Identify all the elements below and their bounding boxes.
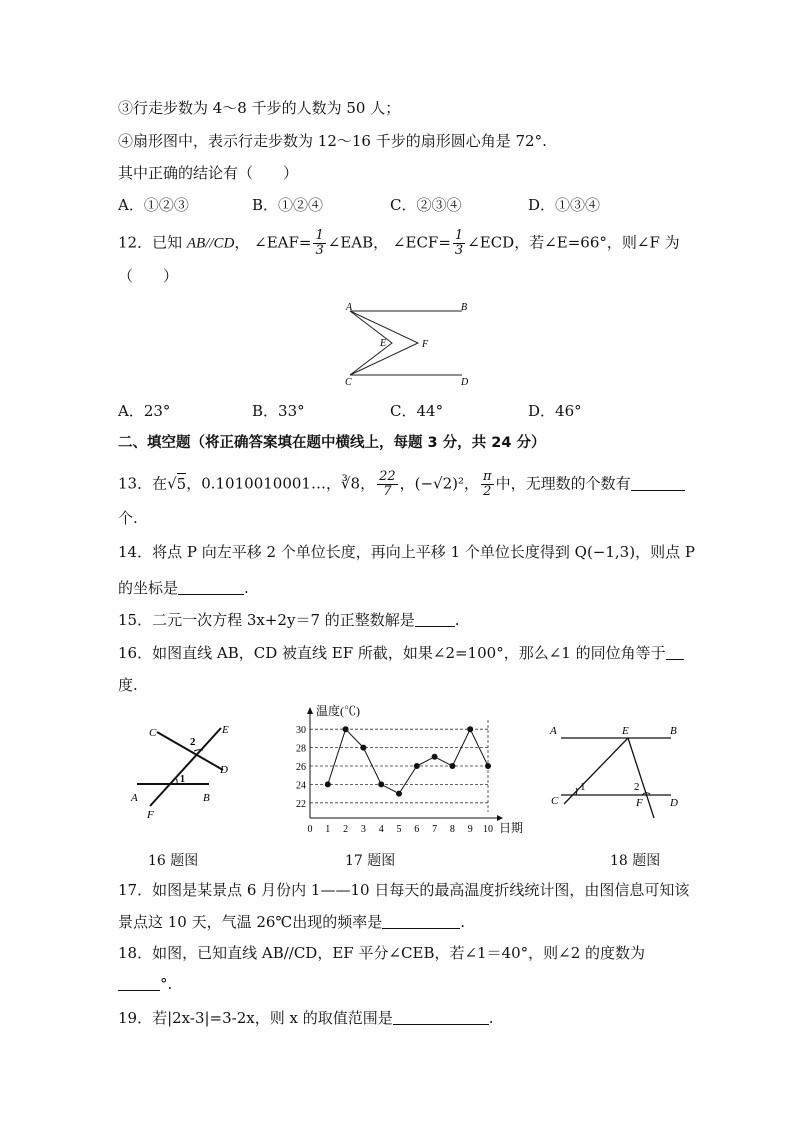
fig12-label-a: A: [346, 302, 353, 313]
fig16-label-a: A: [131, 792, 138, 804]
q11-option-b: B．①②④: [252, 196, 324, 214]
chart-y-tick-label: 30: [296, 725, 306, 737]
fig18-label-e: E: [622, 725, 629, 737]
q14-line-1: 14．将点 P 向左平移 2 个单位长度，再向上平移 1 个单位长度得到 Q(−1,3)，则点 P: [118, 543, 695, 561]
fig12-label-d: D: [461, 377, 469, 388]
q17-line-2: 景点这 10 天，气温 26℃出现的频率是 .: [118, 913, 466, 931]
q17-line-1: 17．如图是某景点 6 月份内 1——10 日每天的最高温度折线统计图，由图信息可知该: [118, 881, 690, 899]
q16-line-1: 16．如图直线 AB，CD 被直线 EF 所截，如果∠2=100°，那么∠1 的同位角等于: [118, 643, 684, 663]
chart-x-tick-label: 0: [307, 824, 313, 835]
q17-answer-blank[interactable]: [382, 913, 460, 929]
fig16-label-f: F: [147, 809, 154, 821]
chart-data-point: [378, 781, 384, 787]
chart-y-tick-label: 22: [296, 798, 306, 810]
fig18-label-f: F: [636, 797, 643, 809]
chart-y-tick-label: 28: [296, 743, 306, 755]
fig12-label-e: E: [380, 338, 387, 349]
q12-figure: [330, 298, 480, 390]
q13-end: 个.: [118, 509, 138, 527]
chart-data-point: [396, 791, 402, 797]
fig18-label-d: D: [670, 797, 678, 809]
q18-line-1: 18．如图，已知直线 AB//CD，EF 平分∠CEB，若∠1＝40°，则∠2 的度数为: [118, 944, 646, 962]
fig16-label-e: E: [222, 724, 229, 736]
q12-option-d: D．46°: [528, 402, 582, 420]
fig18-figure: [546, 720, 696, 824]
q12-paren: （ ）: [118, 267, 179, 285]
fig16-label-1: 1: [180, 774, 185, 785]
chart-data-point: [449, 763, 455, 769]
chart-data-point: [414, 763, 420, 769]
q11-prompt: 其中正确的结论有（ ）: [118, 164, 299, 182]
chart-data-point: [485, 763, 491, 769]
fig18-label-2: 2: [634, 781, 640, 793]
q12-stem: 12．已知 AB//CD， ∠EAF= $\frac{1}{3}$ ∠EAB， ∠ECF= $\frac{1}{3}$ ∠ECD，若∠E=66°，则∠F 为: [118, 228, 680, 258]
chart-x-tick-label: 7: [432, 824, 438, 835]
q12-option-b: B．33°: [252, 402, 305, 420]
fig16-caption: 16 题图: [148, 853, 199, 869]
q19-answer-blank[interactable]: [393, 1009, 489, 1025]
q14-answer-blank[interactable]: [178, 579, 244, 595]
fig17-caption: 17 题图: [345, 853, 396, 869]
chart-y-tick-label: 26: [296, 762, 306, 773]
chart-data-point: [360, 745, 366, 751]
fig18-label-c: C: [551, 795, 559, 807]
chart-x-tick-label: 3: [360, 824, 366, 835]
chart-y-axis-arrow: [307, 707, 313, 714]
fig18-caption: 18 题图: [610, 853, 661, 869]
chart-x-tick-label: 2: [343, 824, 349, 835]
chart-data-point: [325, 781, 331, 787]
chart-y-tick-label: 24: [296, 780, 306, 792]
fig16-figure: [125, 718, 240, 822]
section-2-heading: 二、填空题（将正确答案填在题中横线上，每题 3 分，共 24 分）: [118, 435, 546, 451]
q11-option-a: A．①②③: [118, 196, 189, 214]
fig17-chart: [288, 700, 538, 840]
q19-stem: 19．若|2x-3|=3-2x，则 x 的取值范围是 .: [118, 1009, 494, 1027]
fig18-label-b: B: [670, 725, 677, 737]
fig18-label-a: A: [550, 725, 557, 737]
fig16-label-2: 2: [190, 736, 196, 748]
q13-stem: 13．在√5，0.1010010001…，∛8， $\frac{22}{7}$ ，(−√2)²， $\frac{\pi}{2}$ 中，无理数的个数有: [118, 470, 685, 499]
q15-answer-blank[interactable]: [415, 611, 455, 627]
fig18-label-1: 1: [580, 781, 586, 793]
q14-line-2: 的坐标是 .: [118, 579, 249, 597]
fig16-label-d: D: [220, 764, 228, 776]
q11-option-d: D．①③④: [528, 196, 601, 214]
q16-line-2: 度.: [118, 676, 138, 694]
q11-statement-3: ③行走步数为 4～8 千步的人数为 50 人；: [118, 99, 401, 117]
fig12-label-b: B: [461, 302, 468, 313]
fig16-label-c: C: [149, 727, 157, 739]
chart-x-tick-label: 9: [467, 824, 473, 835]
fig12-label-c: C: [345, 377, 352, 388]
chart-series-line: [328, 729, 488, 793]
q18-line-2: °.: [118, 974, 172, 994]
fig12-label-f: F: [422, 339, 429, 350]
chart-x-tick-label: 5: [396, 824, 402, 835]
fig16-label-b: B: [203, 792, 210, 804]
chart-x-tick-label: 8: [449, 824, 455, 835]
chart-x-tick-label: 6: [414, 824, 420, 835]
chart-data-point: [467, 726, 473, 732]
q18-answer-blank[interactable]: [118, 975, 160, 991]
chart-x-tick-label: 1: [325, 824, 331, 835]
chart-x-tick-label: 4: [378, 824, 384, 835]
q11-option-c: C．②③④: [390, 196, 462, 214]
chart-x-tick-label: 10: [483, 824, 493, 835]
q12-option-a: A．23°: [118, 402, 171, 420]
chart-y-axis-label: 温度(℃): [316, 704, 360, 718]
chart-data-point: [343, 726, 349, 732]
q16-answer-blank[interactable]: [666, 644, 684, 660]
fraction-pi-2: $\frac{\pi}{2}$: [483, 469, 492, 499]
q12-option-c: C．44°: [390, 402, 444, 420]
q11-statement-4: ④扇形图中，表示行走步数为 12～16 千步的扇形圆心角是 72°.: [118, 132, 547, 150]
chart-x-axis-label: 日期: [499, 821, 524, 835]
fraction: $\frac{1}{3}$: [315, 228, 324, 258]
q13-answer-blank[interactable]: [631, 475, 685, 491]
q15-stem: 15．二元一次方程 3x+2y＝7 的正整数解是 .: [118, 611, 460, 629]
chart-data-point: [432, 754, 438, 760]
fraction: $\frac{1}{3}$: [454, 228, 464, 258]
fraction-22-7: $\frac{22}{7}$: [379, 469, 396, 499]
